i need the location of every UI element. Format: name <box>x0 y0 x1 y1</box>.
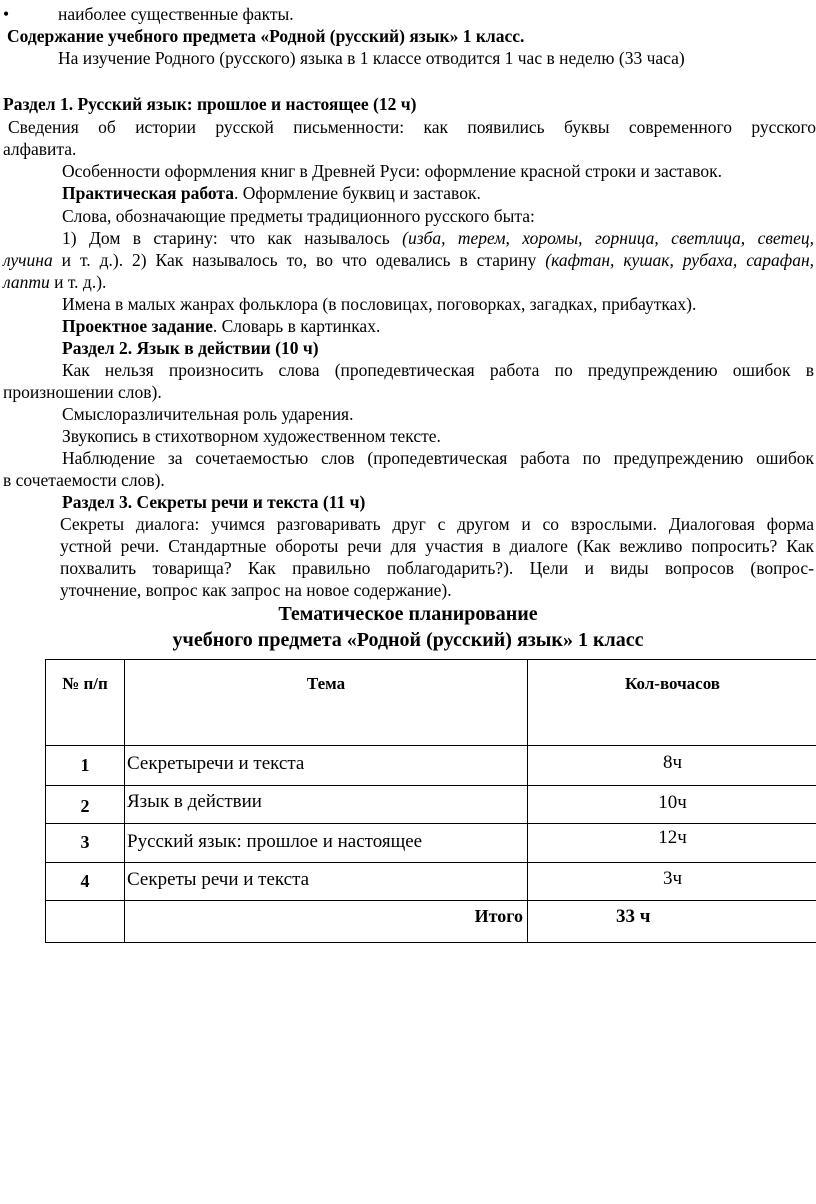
section-3-text: уточнение, вопрос как запрос на новое содержание). <box>60 580 452 600</box>
list-text: и т. д.). <box>54 272 107 292</box>
section-2-text: Звукопись в стихотворном художественном тексте. <box>62 426 441 446</box>
planning-title: Тематическое планирование <box>278 603 538 625</box>
row-number: 1 <box>46 746 125 786</box>
section-1-list-c <box>3 271 106 293</box>
section-2-text: Наблюдение за сочетаемостью слов (пропедевтическая работа по предупреждению ошибок <box>62 448 814 468</box>
project-task-text: . Словарь в картинках. <box>212 316 381 336</box>
list-text: и т. д.). 2) Как называлось то, во что одевались в старину <box>61 250 537 270</box>
row-number: 3 <box>46 824 125 863</box>
row-topic: Язык в действии <box>125 786 528 824</box>
table-header-row <box>46 660 816 746</box>
table-row <box>46 746 816 786</box>
section-2-heading: Раздел 2. Язык в действии (10 ч) <box>62 338 319 358</box>
practical-work <box>62 182 481 204</box>
table-row <box>46 863 816 901</box>
planning-table <box>45 659 816 943</box>
table-row <box>46 786 816 824</box>
empty-cell <box>46 901 125 943</box>
hours-note: На изучение Родного (русского) языка в 1 классе отводится 1 час в неделю (33 часа) <box>58 48 685 68</box>
section-2-text: Как нельзя произносить слова (пропедевтическая работа по предупреждению ошибок в <box>62 360 814 380</box>
row-topic: Секреты речи и текста <box>125 863 528 901</box>
section-2-text: Смыслоразличительная роль ударения. <box>62 404 354 424</box>
project-task-label: Проектное задание <box>62 316 213 336</box>
section-1-heading: Раздел 1. Русский язык: прошлое и настоящее (12 ч) <box>3 94 417 114</box>
row-number: 4 <box>46 863 125 901</box>
content-heading: Содержание учебного предмета «Родной (русский) язык» 1 класс. <box>7 26 525 46</box>
table-row <box>46 824 816 863</box>
project-task <box>62 315 380 337</box>
section-1-text: Имена в малых жанрах фольклора (в пословицах, поговорках, загадках, прибаутках). <box>62 294 697 314</box>
section-3-text: устной речи. Стандартные обороты речи для участия в диалоге (Как вежливо попросить? Как <box>60 536 814 556</box>
section-1-text: Особенности оформления книг в Древней Руси: оформление красной строки и заставок. <box>62 161 722 181</box>
section-1-text: алфавита. <box>3 139 77 159</box>
list-examples: лучина <box>3 250 53 270</box>
list-examples: (кафтан, кушак, рубаха, сарафан, <box>545 250 815 270</box>
row-topic: Русский язык: прошлое и настоящее <box>125 824 528 863</box>
header-hours: Кол-вочасов <box>528 660 816 746</box>
list-text: 1) Дом в старину: что как называлось <box>62 228 390 248</box>
section-1-text: Слова, обозначающие предметы традиционного русского быта: <box>62 206 535 226</box>
row-number: 2 <box>46 786 125 824</box>
section-2-text: произношении слов). <box>3 382 162 402</box>
total-value: 33 ч <box>528 901 816 943</box>
row-hours: 3ч <box>528 863 816 901</box>
list-examples: лапти <box>3 272 50 292</box>
section-1-list-a <box>62 227 814 249</box>
bullet: • <box>3 4 10 24</box>
list-examples: (изба, терем, хоромы, горница, светлица, светец, <box>402 228 814 248</box>
practical-work-label: Практическая работа <box>62 183 234 203</box>
planning-subtitle: учебного предмета «Родной (русский) язык» 1 класс <box>172 629 644 651</box>
section-3-text: похвалить товарища? Как правильно поблагодарить?). Цели и виды вопросов (вопрос- <box>60 558 814 578</box>
practical-work-text: . Оформление буквиц и заставок. <box>233 183 481 203</box>
section-2-text: в сочетаемости слов). <box>3 470 165 490</box>
section-3-heading: Раздел 3. Секреты речи и текста (11 ч) <box>62 492 366 512</box>
intro-fragment: наиболее существенные факты. <box>58 4 294 24</box>
section-3-text: Секреты диалога: учимся разговаривать друг с другом и со взрослыми. Диалоговая форма <box>60 514 814 534</box>
total-label: Итого <box>125 901 528 943</box>
section-1-text: Сведения об истории русской письменности: как появились буквы современного русского <box>8 117 816 137</box>
header-topic: Тема <box>125 660 528 746</box>
header-number: № п/п <box>46 660 125 746</box>
row-hours: 8ч <box>528 746 816 786</box>
table-total-row <box>46 901 816 943</box>
section-1-list-b <box>3 249 814 271</box>
row-topic: Секретыречи и текста <box>125 746 528 786</box>
row-hours: 10ч <box>528 786 816 824</box>
row-hours: 12ч <box>528 824 816 863</box>
